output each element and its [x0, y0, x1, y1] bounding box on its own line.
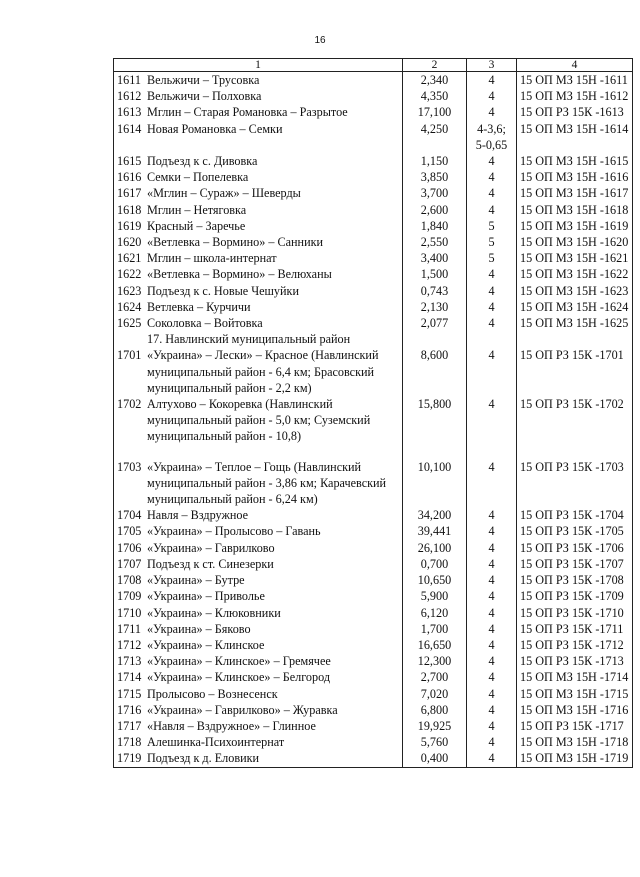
road-name: «Украина» – Гаврилково» – Журавка [147, 702, 338, 717]
road-category: 4 [467, 459, 517, 508]
table-row [114, 702, 633, 718]
header-row [114, 59, 633, 72]
road-number: 1618 [117, 202, 142, 217]
road-cell [114, 523, 403, 539]
road-length: 2,130 [403, 299, 467, 315]
table-row [114, 137, 633, 153]
road-number: 1622 [117, 267, 142, 282]
road-code: 15 ОП МЗ 15Н -1617 [517, 185, 633, 201]
road-number: 1614 [117, 121, 142, 136]
road-length: 6,120 [403, 605, 467, 621]
table-row [114, 637, 633, 653]
road-number: 1612 [117, 89, 142, 104]
table-row [114, 234, 633, 250]
road-cell [114, 734, 403, 750]
road-code: 15 ОП РЗ 15К -1717 [517, 718, 633, 734]
road-cell [114, 266, 403, 282]
road-cell [114, 637, 403, 653]
road-number: 1704 [117, 508, 142, 523]
table-row [114, 185, 633, 201]
road-length: 1,700 [403, 621, 467, 637]
road-code: 15 ОП МЗ 15Н -1612 [517, 88, 633, 104]
road-number: 1714 [117, 670, 142, 685]
road-cell [114, 540, 403, 556]
table-row [114, 686, 633, 702]
road-number: 1623 [117, 283, 142, 298]
table-row [114, 605, 633, 621]
road-category: 4 [467, 540, 517, 556]
table-row [114, 283, 633, 299]
road-length: 12,300 [403, 653, 467, 669]
road-number: 1717 [117, 718, 142, 733]
road-name: Пролысово – Вознесенск [147, 686, 278, 701]
road-cell [114, 299, 403, 315]
table-row [114, 250, 633, 266]
road-code: 15 ОП РЗ 15К -1704 [517, 507, 633, 523]
road-category: 4 [467, 605, 517, 621]
road-name: Вельжичи – Трусовка [147, 73, 260, 87]
road-length [403, 137, 467, 153]
road-number: 1715 [117, 686, 142, 701]
road-category: 5 [467, 234, 517, 250]
road-code: 15 ОП РЗ 15К -1707 [517, 556, 633, 572]
road-cell [114, 88, 403, 104]
road-code: 15 ОП РЗ 15К -1702 [517, 396, 633, 445]
road-code: 15 ОП РЗ 15К -1706 [517, 540, 633, 556]
road-number: 1712 [117, 637, 142, 652]
road-code: 15 ОП РЗ 15К -1703 [517, 459, 633, 508]
table-row [114, 266, 633, 282]
road-cell [114, 283, 403, 299]
road-number: 1613 [117, 105, 142, 120]
road-number: 1621 [117, 251, 142, 266]
road-name: Мглин – школа-интернат [147, 251, 277, 266]
road-length: 10,650 [403, 572, 467, 588]
road-cell [114, 202, 403, 218]
road-number: 1711 [117, 621, 141, 636]
road-category: 4 [467, 185, 517, 201]
road-code: 15 ОП РЗ 15К -1701 [517, 347, 633, 396]
road-category: 4 [467, 202, 517, 218]
road-name: Ветлевка – Курчичи [147, 299, 251, 314]
road-name: Мглин – Старая Романовка – Разрытое [147, 105, 348, 120]
road-category: 4 [467, 556, 517, 572]
road-code [517, 137, 633, 153]
road-cell [114, 234, 403, 250]
road-code: 15 ОП МЗ 15Н -1716 [517, 702, 633, 718]
road-cell [114, 653, 403, 669]
road-code: 15 ОП МЗ 15Н -1624 [517, 299, 633, 315]
road-name: Соколовка – Войтовка [147, 316, 263, 331]
road-name: Мглин – Нетяговка [147, 202, 247, 217]
road-code: 15 ОП МЗ 15Н -1715 [517, 686, 633, 702]
road-category: 4 [467, 588, 517, 604]
table-row [114, 347, 633, 396]
road-length: 4,250 [403, 121, 467, 137]
road-cell [114, 137, 403, 153]
table-row [114, 202, 633, 218]
road-category: 4 [467, 572, 517, 588]
road-category: 4 [467, 266, 517, 282]
table-row [114, 299, 633, 315]
road-name: Подъезд к с. Дивовка [147, 154, 258, 169]
table-row [114, 104, 633, 120]
road-number: 1624 [117, 299, 142, 314]
road-code: 15 ОП МЗ 15Н -1621 [517, 250, 633, 266]
road-number: 1718 [117, 735, 142, 750]
road-name: «Украина» – Бяково [147, 621, 251, 636]
road-number: 1705 [117, 524, 142, 539]
road-number: 1708 [117, 573, 142, 588]
road-length: 16,650 [403, 637, 467, 653]
road-length: 19,925 [403, 718, 467, 734]
road-category: 4-3,6; [467, 121, 517, 137]
road-name: «Украина» – Клюковники [147, 605, 281, 620]
road-category: 4 [467, 88, 517, 104]
road-code: 15 ОП МЗ 15Н -1625 [517, 315, 633, 331]
table-row [114, 218, 633, 234]
road-cell [114, 396, 403, 445]
road-length: 39,441 [403, 523, 467, 539]
road-number: 1713 [117, 654, 142, 669]
road-name: Подъезд к с. Новые Чешуйки [147, 283, 299, 298]
table-row [114, 734, 633, 750]
road-length: 6,800 [403, 702, 467, 718]
spacer-row [114, 445, 633, 459]
road-category: 4 [467, 718, 517, 734]
road-cell [114, 104, 403, 120]
table-row [114, 396, 633, 445]
road-name: Новая Романовка – Семки [147, 121, 283, 136]
road-code: 15 ОП МЗ 15Н -1714 [517, 669, 633, 685]
road-code: 15 ОП РЗ 15К -1613 [517, 104, 633, 120]
road-code: 15 ОП МЗ 15Н -1719 [517, 750, 633, 767]
road-number: 1716 [117, 702, 142, 717]
header-col-2: 2 [403, 59, 467, 72]
road-category: 4 [467, 315, 517, 331]
road-category: 4 [467, 507, 517, 523]
road-number: 1707 [117, 556, 142, 571]
road-code: 15 ОП РЗ 15К -1709 [517, 588, 633, 604]
road-name: «Украина» – Пролысово – Гавань [147, 524, 321, 539]
road-name: Подъезд к д. Еловики [147, 751, 260, 766]
road-name: Вельжичи – Полховка [147, 89, 262, 104]
road-name: «Мглин – Сураж» – Шеверды [147, 186, 301, 201]
road-number: 1706 [117, 540, 142, 555]
road-length: 8,600 [403, 347, 467, 396]
road-cell [114, 702, 403, 718]
road-length: 5,900 [403, 588, 467, 604]
header-col-4: 4 [517, 59, 633, 72]
road-code: 15 ОП МЗ 15Н -1615 [517, 153, 633, 169]
road-number: 1702 [117, 397, 142, 412]
road-cell [114, 250, 403, 266]
road-category: 5-0,65 [467, 137, 517, 153]
road-length: 1,500 [403, 266, 467, 282]
road-cell [114, 686, 403, 702]
table-row [114, 315, 633, 331]
road-category: 4 [467, 686, 517, 702]
road-length: 1,840 [403, 218, 467, 234]
table-row [114, 588, 633, 604]
road-category: 4 [467, 396, 517, 445]
table-row [114, 153, 633, 169]
road-name: Навля – Вздружное [147, 508, 249, 523]
road-length: 3,400 [403, 250, 467, 266]
road-code: 15 ОП МЗ 15Н -1718 [517, 734, 633, 750]
road-length: 2,700 [403, 669, 467, 685]
road-category: 4 [467, 299, 517, 315]
road-length: 0,743 [403, 283, 467, 299]
page-number: 16 [314, 35, 326, 46]
road-cell [114, 669, 403, 685]
table-row [114, 556, 633, 572]
road-category: 4 [467, 523, 517, 539]
road-name: «Украина» – Клинское» – Белгород [147, 670, 331, 685]
road-number: 1710 [117, 605, 142, 620]
road-cell [114, 169, 403, 185]
road-category: 4 [467, 72, 517, 89]
road-name: «Украина» – Клинское» – Гремячее [147, 654, 331, 669]
road-code: 15 ОП РЗ 15К -1712 [517, 637, 633, 653]
table-row [114, 718, 633, 734]
road-category: 4 [467, 347, 517, 396]
road-length: 2,340 [403, 72, 467, 89]
table-row [114, 507, 633, 523]
road-category: 4 [467, 669, 517, 685]
road-category: 4 [467, 750, 517, 767]
road-code: 15 ОП МЗ 15Н -1622 [517, 266, 633, 282]
table-row [114, 669, 633, 685]
roads-table [113, 58, 633, 768]
road-category: 4 [467, 637, 517, 653]
road-number: 1616 [117, 170, 142, 185]
road-length: 4,350 [403, 88, 467, 104]
road-length: 0,700 [403, 556, 467, 572]
section-title: 17. Навлинский муниципальный район [114, 331, 403, 347]
road-cell [114, 218, 403, 234]
road-cell [114, 556, 403, 572]
header-col-3: 3 [467, 59, 517, 72]
table-row [114, 540, 633, 556]
road-number: 1611 [117, 73, 141, 87]
road-category: 4 [467, 621, 517, 637]
road-length: 34,200 [403, 507, 467, 523]
road-name: «Украина» – Клинское [147, 637, 265, 652]
road-code: 15 ОП РЗ 15К -1711 [517, 621, 633, 637]
table-row [114, 459, 633, 508]
header-col-1: 1 [114, 59, 403, 72]
road-code: 15 ОП РЗ 15К -1710 [517, 605, 633, 621]
road-name: «Ветлевка – Вормино» – Санники [147, 235, 324, 250]
road-cell [114, 572, 403, 588]
road-code: 15 ОП МЗ 15Н -1611 [517, 72, 633, 89]
road-name: «Украина» – Бутре [147, 573, 245, 588]
road-number: 1719 [117, 751, 142, 766]
road-number: 1617 [117, 186, 142, 201]
road-name: «Ветлевка – Вормино» – Велюханы [147, 267, 332, 282]
road-code: 15 ОП МЗ 15Н -1619 [517, 218, 633, 234]
table-row [114, 72, 633, 89]
road-cell [114, 315, 403, 331]
road-number: 1615 [117, 154, 142, 169]
road-number: 1703 [117, 459, 142, 474]
road-code: 15 ОП МЗ 15Н -1616 [517, 169, 633, 185]
road-name: «Навля – Вздружное» – Глинное [147, 718, 316, 733]
road-cell [114, 750, 403, 767]
road-code: 15 ОП МЗ 15Н -1618 [517, 202, 633, 218]
road-number: 1701 [117, 348, 142, 363]
road-length: 26,100 [403, 540, 467, 556]
road-cell [114, 605, 403, 621]
road-category: 4 [467, 702, 517, 718]
road-category: 5 [467, 250, 517, 266]
road-cell [114, 588, 403, 604]
road-category: 4 [467, 104, 517, 120]
road-code: 15 ОП РЗ 15К -1708 [517, 572, 633, 588]
road-code: 15 ОП РЗ 15К -1713 [517, 653, 633, 669]
road-code: 15 ОП МЗ 15Н -1623 [517, 283, 633, 299]
road-number: 1625 [117, 316, 142, 331]
road-code: 15 ОП МЗ 15Н -1620 [517, 234, 633, 250]
table-row [114, 750, 633, 767]
table-row [114, 621, 633, 637]
road-name: «Украина» – Приволье [147, 589, 265, 604]
road-cell [114, 459, 403, 508]
road-name: Красный – Заречье [147, 218, 246, 233]
table-body [114, 72, 633, 768]
road-length: 7,020 [403, 686, 467, 702]
road-cell [114, 72, 403, 89]
road-category: 4 [467, 169, 517, 185]
road-name: Алтухово – Кокоревка (Навлинский муниципальный район - 5,0 км; Суземский муниципальный район - 10,8) [147, 397, 371, 444]
table-row [114, 88, 633, 104]
road-length: 17,100 [403, 104, 467, 120]
road-name: «Украина» – Теплое – Гощь (Навлинский муниципальный район - 3,86 км; Карачевский муниципальный район - 6,24 км) [147, 459, 387, 507]
road-name: «Украина» – Лески» – Красное (Навлинский муниципальный район - 6,4 км; Брасовский муниципальный район - 2,2 км) [147, 348, 379, 395]
road-number: 1619 [117, 218, 142, 233]
road-cell [114, 185, 403, 201]
road-cell [114, 121, 403, 137]
road-length: 0,400 [403, 750, 467, 767]
road-category: 4 [467, 153, 517, 169]
road-category: 5 [467, 218, 517, 234]
section-row [114, 331, 633, 347]
road-cell [114, 153, 403, 169]
road-length: 15,800 [403, 396, 467, 445]
road-name: Семки – Попелевка [147, 170, 249, 185]
road-length: 5,760 [403, 734, 467, 750]
table-row [114, 653, 633, 669]
road-cell [114, 718, 403, 734]
road-length: 2,550 [403, 234, 467, 250]
road-length: 2,600 [403, 202, 467, 218]
table-row [114, 572, 633, 588]
road-name: «Украина» – Гаврилково [147, 540, 275, 555]
road-category: 4 [467, 653, 517, 669]
road-length: 10,100 [403, 459, 467, 508]
table-row [114, 169, 633, 185]
road-length: 3,700 [403, 185, 467, 201]
road-category: 4 [467, 283, 517, 299]
road-number: 1709 [117, 589, 142, 604]
road-length: 1,150 [403, 153, 467, 169]
road-code: 15 ОП МЗ 15Н -1614 [517, 121, 633, 137]
road-number: 1620 [117, 235, 142, 250]
road-code: 15 ОП РЗ 15К -1705 [517, 523, 633, 539]
road-length: 2,077 [403, 315, 467, 331]
road-cell [114, 621, 403, 637]
road-cell [114, 507, 403, 523]
table-row [114, 523, 633, 539]
road-cell [114, 347, 403, 396]
table-row [114, 121, 633, 137]
road-name: Подъезд к ст. Синезерки [147, 556, 274, 571]
road-name: Алешинка-Психоинтернат [147, 735, 285, 750]
road-category: 4 [467, 734, 517, 750]
road-length: 3,850 [403, 169, 467, 185]
